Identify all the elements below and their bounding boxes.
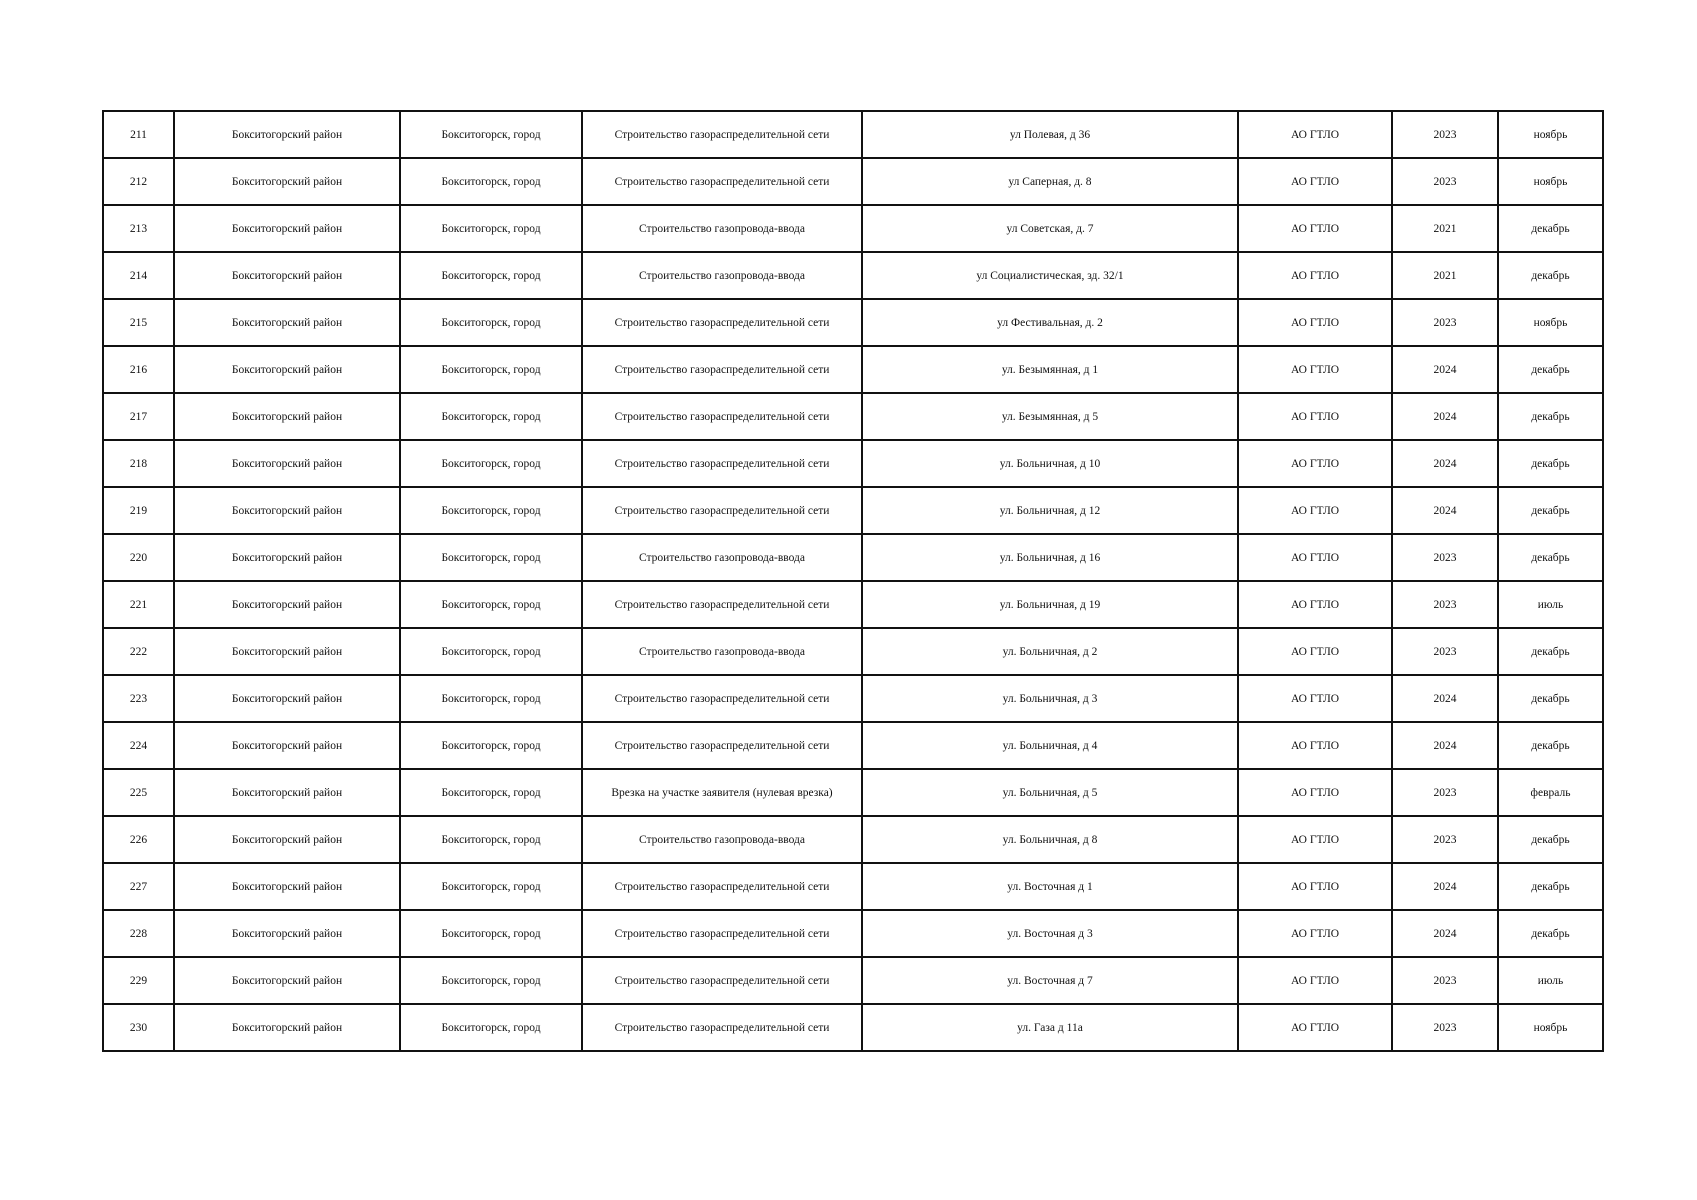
address-cell: ул Советская, д. 7 [862, 205, 1238, 252]
settlement-cell: Бокситогорск, город [400, 816, 582, 863]
work-type-cell: Строительство газопровода-ввода [582, 534, 862, 581]
month-cell: февраль [1498, 769, 1603, 816]
address-cell: ул. Больничная, д 8 [862, 816, 1238, 863]
district-cell: Бокситогорский район [174, 393, 400, 440]
settlement-cell: Бокситогорск, город [400, 487, 582, 534]
row-number-cell: 226 [103, 816, 174, 863]
table-row [103, 299, 1603, 346]
table-row [103, 722, 1603, 769]
address-cell: ул. Больничная, д 4 [862, 722, 1238, 769]
executor-cell: АО ГТЛО [1238, 487, 1392, 534]
executor-cell: АО ГТЛО [1238, 205, 1392, 252]
year-cell: 2024 [1392, 393, 1498, 440]
address-cell: ул. Восточная д 7 [862, 957, 1238, 1004]
row-number-cell: 218 [103, 440, 174, 487]
row-number-cell: 227 [103, 863, 174, 910]
year-cell: 2024 [1392, 675, 1498, 722]
table-row [103, 769, 1603, 816]
district-cell: Бокситогорский район [174, 628, 400, 675]
table-row [103, 346, 1603, 393]
work-type-cell: Врезка на участке заявителя (нулевая врезка) [582, 769, 862, 816]
row-number-cell: 224 [103, 722, 174, 769]
year-cell: 2023 [1392, 299, 1498, 346]
address-cell: ул. Безымянная, д 1 [862, 346, 1238, 393]
district-cell: Бокситогорский район [174, 910, 400, 957]
month-cell: июль [1498, 581, 1603, 628]
row-number-cell: 222 [103, 628, 174, 675]
work-type-cell: Строительство газопровода-ввода [582, 252, 862, 299]
row-number-cell: 228 [103, 910, 174, 957]
district-cell: Бокситогорский район [174, 205, 400, 252]
settlement-cell: Бокситогорск, город [400, 722, 582, 769]
settlement-cell: Бокситогорск, город [400, 346, 582, 393]
executor-cell: АО ГТЛО [1238, 910, 1392, 957]
district-cell: Бокситогорский район [174, 346, 400, 393]
row-number-cell: 211 [103, 111, 174, 158]
month-cell: ноябрь [1498, 111, 1603, 158]
work-type-cell: Строительство газораспределительной сети [582, 957, 862, 1004]
month-cell: декабрь [1498, 816, 1603, 863]
row-number-cell: 212 [103, 158, 174, 205]
executor-cell: АО ГТЛО [1238, 863, 1392, 910]
work-type-cell: Строительство газораспределительной сети [582, 440, 862, 487]
month-cell: декабрь [1498, 346, 1603, 393]
work-type-cell: Строительство газораспределительной сети [582, 158, 862, 205]
address-cell: ул. Больничная, д 12 [862, 487, 1238, 534]
district-cell: Бокситогорский район [174, 299, 400, 346]
address-cell: ул. Газа д 11а [862, 1004, 1238, 1051]
year-cell: 2024 [1392, 346, 1498, 393]
table-row [103, 957, 1603, 1004]
month-cell: декабрь [1498, 675, 1603, 722]
year-cell: 2023 [1392, 158, 1498, 205]
address-cell: ул Социалистическая, зд. 32/1 [862, 252, 1238, 299]
work-type-cell: Строительство газораспределительной сети [582, 346, 862, 393]
executor-cell: АО ГТЛО [1238, 534, 1392, 581]
address-cell: ул Фестивальная, д. 2 [862, 299, 1238, 346]
year-cell: 2023 [1392, 581, 1498, 628]
work-type-cell: Строительство газораспределительной сети [582, 675, 862, 722]
address-cell: ул. Больничная, д 16 [862, 534, 1238, 581]
district-cell: Бокситогорский район [174, 675, 400, 722]
row-number-cell: 223 [103, 675, 174, 722]
year-cell: 2024 [1392, 487, 1498, 534]
settlement-cell: Бокситогорск, город [400, 581, 582, 628]
work-type-cell: Строительство газораспределительной сети [582, 487, 862, 534]
executor-cell: АО ГТЛО [1238, 346, 1392, 393]
district-cell: Бокситогорский район [174, 769, 400, 816]
executor-cell: АО ГТЛО [1238, 722, 1392, 769]
table-row [103, 628, 1603, 675]
table-body [103, 111, 1603, 1051]
row-number-cell: 216 [103, 346, 174, 393]
settlement-cell: Бокситогорск, город [400, 863, 582, 910]
district-cell: Бокситогорский район [174, 158, 400, 205]
year-cell: 2021 [1392, 252, 1498, 299]
executor-cell: АО ГТЛО [1238, 675, 1392, 722]
executor-cell: АО ГТЛО [1238, 816, 1392, 863]
month-cell: ноябрь [1498, 299, 1603, 346]
settlement-cell: Бокситогорск, город [400, 769, 582, 816]
month-cell: декабрь [1498, 393, 1603, 440]
month-cell: декабрь [1498, 534, 1603, 581]
month-cell: декабрь [1498, 628, 1603, 675]
table-row [103, 158, 1603, 205]
address-cell: ул Саперная, д. 8 [862, 158, 1238, 205]
row-number-cell: 214 [103, 252, 174, 299]
row-number-cell: 215 [103, 299, 174, 346]
row-number-cell: 229 [103, 957, 174, 1004]
settlement-cell: Бокситогорск, город [400, 440, 582, 487]
year-cell: 2024 [1392, 863, 1498, 910]
year-cell: 2021 [1392, 205, 1498, 252]
table-row [103, 1004, 1603, 1051]
table-row [103, 816, 1603, 863]
executor-cell: АО ГТЛО [1238, 769, 1392, 816]
work-type-cell: Строительство газопровода-ввода [582, 205, 862, 252]
settlement-cell: Бокситогорск, город [400, 111, 582, 158]
month-cell: ноябрь [1498, 1004, 1603, 1051]
table-row [103, 440, 1603, 487]
executor-cell: АО ГТЛО [1238, 957, 1392, 1004]
year-cell: 2023 [1392, 111, 1498, 158]
year-cell: 2024 [1392, 722, 1498, 769]
settlement-cell: Бокситогорск, город [400, 628, 582, 675]
table-row [103, 252, 1603, 299]
district-cell: Бокситогорский район [174, 816, 400, 863]
month-cell: декабрь [1498, 252, 1603, 299]
year-cell: 2024 [1392, 440, 1498, 487]
district-cell: Бокситогорский район [174, 1004, 400, 1051]
registry-sheet [102, 110, 1602, 1052]
table-row [103, 863, 1603, 910]
year-cell: 2023 [1392, 628, 1498, 675]
settlement-cell: Бокситогорск, город [400, 957, 582, 1004]
executor-cell: АО ГТЛО [1238, 1004, 1392, 1051]
month-cell: декабрь [1498, 205, 1603, 252]
month-cell: декабрь [1498, 910, 1603, 957]
address-cell: ул. Больничная, д 10 [862, 440, 1238, 487]
district-cell: Бокситогорский район [174, 252, 400, 299]
address-cell: ул. Больничная, д 5 [862, 769, 1238, 816]
work-type-cell: Строительство газораспределительной сети [582, 1004, 862, 1051]
table-row [103, 910, 1603, 957]
address-cell: ул. Безымянная, д 5 [862, 393, 1238, 440]
district-cell: Бокситогорский район [174, 957, 400, 1004]
settlement-cell: Бокситогорск, город [400, 252, 582, 299]
work-type-cell: Строительство газопровода-ввода [582, 628, 862, 675]
district-cell: Бокситогорский район [174, 487, 400, 534]
settlement-cell: Бокситогорск, город [400, 158, 582, 205]
row-number-cell: 225 [103, 769, 174, 816]
address-cell: ул. Больничная, д 2 [862, 628, 1238, 675]
month-cell: декабрь [1498, 863, 1603, 910]
gas-connection-table [102, 110, 1604, 1052]
work-type-cell: Строительство газораспределительной сети [582, 581, 862, 628]
executor-cell: АО ГТЛО [1238, 158, 1392, 205]
settlement-cell: Бокситогорск, город [400, 675, 582, 722]
executor-cell: АО ГТЛО [1238, 440, 1392, 487]
work-type-cell: Строительство газораспределительной сети [582, 863, 862, 910]
executor-cell: АО ГТЛО [1238, 628, 1392, 675]
settlement-cell: Бокситогорск, город [400, 205, 582, 252]
executor-cell: АО ГТЛО [1238, 393, 1392, 440]
address-cell: ул. Восточная д 1 [862, 863, 1238, 910]
row-number-cell: 213 [103, 205, 174, 252]
year-cell: 2023 [1392, 534, 1498, 581]
settlement-cell: Бокситогорск, город [400, 534, 582, 581]
settlement-cell: Бокситогорск, город [400, 393, 582, 440]
year-cell: 2023 [1392, 816, 1498, 863]
settlement-cell: Бокситогорск, город [400, 910, 582, 957]
table-row [103, 393, 1603, 440]
table-row [103, 675, 1603, 722]
address-cell: ул. Восточная д 3 [862, 910, 1238, 957]
year-cell: 2023 [1392, 957, 1498, 1004]
executor-cell: АО ГТЛО [1238, 299, 1392, 346]
work-type-cell: Строительство газораспределительной сети [582, 393, 862, 440]
row-number-cell: 221 [103, 581, 174, 628]
district-cell: Бокситогорский район [174, 581, 400, 628]
work-type-cell: Строительство газораспределительной сети [582, 910, 862, 957]
year-cell: 2023 [1392, 1004, 1498, 1051]
table-row [103, 581, 1603, 628]
month-cell: декабрь [1498, 722, 1603, 769]
work-type-cell: Строительство газораспределительной сети [582, 111, 862, 158]
work-type-cell: Строительство газораспределительной сети [582, 299, 862, 346]
work-type-cell: Строительство газораспределительной сети [582, 722, 862, 769]
address-cell: ул. Больничная, д 19 [862, 581, 1238, 628]
month-cell: декабрь [1498, 440, 1603, 487]
address-cell: ул. Больничная, д 3 [862, 675, 1238, 722]
month-cell: ноябрь [1498, 158, 1603, 205]
month-cell: июль [1498, 957, 1603, 1004]
table-row [103, 487, 1603, 534]
table-row [103, 205, 1603, 252]
address-cell: ул Полевая, д 36 [862, 111, 1238, 158]
executor-cell: АО ГТЛО [1238, 252, 1392, 299]
work-type-cell: Строительство газопровода-ввода [582, 816, 862, 863]
executor-cell: АО ГТЛО [1238, 111, 1392, 158]
year-cell: 2024 [1392, 910, 1498, 957]
settlement-cell: Бокситогорск, город [400, 299, 582, 346]
row-number-cell: 217 [103, 393, 174, 440]
row-number-cell: 230 [103, 1004, 174, 1051]
year-cell: 2023 [1392, 769, 1498, 816]
district-cell: Бокситогорский район [174, 722, 400, 769]
row-number-cell: 220 [103, 534, 174, 581]
district-cell: Бокситогорский район [174, 863, 400, 910]
executor-cell: АО ГТЛО [1238, 581, 1392, 628]
table-row [103, 534, 1603, 581]
row-number-cell: 219 [103, 487, 174, 534]
district-cell: Бокситогорский район [174, 111, 400, 158]
settlement-cell: Бокситогорск, город [400, 1004, 582, 1051]
district-cell: Бокситогорский район [174, 534, 400, 581]
table-row [103, 111, 1603, 158]
month-cell: декабрь [1498, 487, 1603, 534]
district-cell: Бокситогорский район [174, 440, 400, 487]
